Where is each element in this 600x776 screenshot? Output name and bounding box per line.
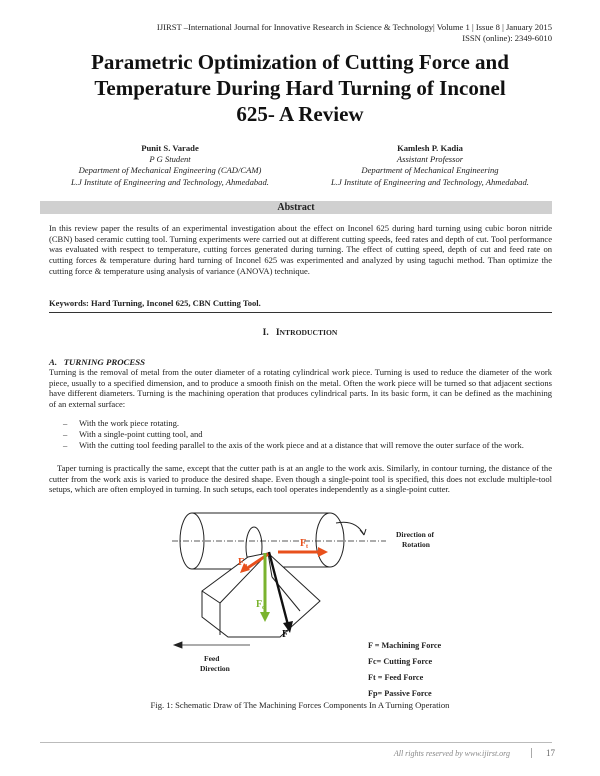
abstract-heading: Abstract xyxy=(40,201,552,214)
label-rotation-1: Direction of xyxy=(396,530,434,539)
author-1-name: Punit S. Varade xyxy=(141,143,199,153)
feed-direction-arrow xyxy=(174,642,250,648)
section-number: I. xyxy=(262,328,269,338)
section-title-initial: I xyxy=(275,328,280,338)
figure-caption: Fig. 1: Schematic Draw of The Machining Forces Components In A Turning Operation xyxy=(150,700,450,710)
journal-header xyxy=(157,22,552,44)
author-1-role: P G Student xyxy=(149,154,191,165)
author-2-name: Kamlesh P. Kadia xyxy=(397,143,463,153)
bullet-1-text: With the work piece rotating. xyxy=(79,418,180,428)
author-1-inst: L.J Institute of Engineering and Technology, Ahmedabad. xyxy=(71,176,269,187)
bullet-2-text: With a single-point cutting tool, and xyxy=(79,429,203,439)
footer-divider xyxy=(40,742,552,743)
title-line-3: 625- A Review xyxy=(236,102,364,126)
subsection-label: A. xyxy=(49,357,58,367)
subsection-heading xyxy=(49,357,145,367)
author-2 xyxy=(300,143,560,188)
bullet-3: – With the cutting tool feeding parallel to the axis of the work piece and at a distance that will remove the outer surface of the work. xyxy=(63,440,524,450)
label-rotation-2: Rotation xyxy=(402,540,430,549)
cutting-tool xyxy=(202,553,320,637)
abstract-text: In this review paper the results of an experimental investigation about the effect on Inconel 625 during hard turning using cubic boron nitride (CBN) based ceramic cutting tool. Turning experiments were carried out at different cutting speeds, feed rates and depth of cut. Tool performance was evaluated with respect to temperature, cutting forces generated during turning. The effect of cutting speed, depth of cut and feed rate on cutting forces & temperature during hard turning of Inconel 625 was experimented and analyzed by using taguchi method. Than optimize the cutting force & temperature using analysis of variance (ANOVA) technique. xyxy=(49,223,552,276)
page-number: 17 xyxy=(531,748,555,758)
author-2-role: Assistant Professor xyxy=(396,154,464,165)
label-F: F xyxy=(282,629,289,640)
label-feed-2: Direction xyxy=(200,664,230,673)
section-title-rest: NTRODUCTION xyxy=(279,328,338,337)
abstract-divider xyxy=(49,312,552,313)
label-Fc: F xyxy=(256,599,263,610)
bullet-1: – With the work piece rotating. xyxy=(63,418,180,428)
bullet-3-text: With the cutting tool feeding parallel to the axis of the work piece and at a distance that will remove the outer surface of the work. xyxy=(79,440,524,450)
legend-Fp: Fp= Passive Force xyxy=(368,689,432,698)
author-2-dept: Department of Mechanical Engineering xyxy=(361,165,499,176)
title-line-1: Parametric Optimization of Cutting Force and xyxy=(91,50,509,74)
label-Ft: F xyxy=(300,538,307,549)
bullet-2: – With a single-point cutting tool, and xyxy=(63,429,203,439)
svg-text:c: c xyxy=(262,605,265,611)
keywords: Keywords: Hard Turning, Inconel 625, CBN Cutting Tool. xyxy=(49,298,261,308)
svg-text:t: t xyxy=(306,544,308,550)
turning-paragraph-2: Taper turning is practically the same, except that the cutter path is at an angle to the work axis. Similarly, in contour turning, the distance of the cutter from the work axis is varied to produce the desired shape. Even though a single-point tool is specified, this does not exclude multiple-tool setups, which are often employed in turning. In such setups, each tool operates independently as a single-point cutter. xyxy=(49,463,552,495)
header-line-2: ISSN (online): 2349-6010 xyxy=(462,33,552,43)
legend-Ft: Ft = Feed Force xyxy=(368,673,424,682)
header-line-1: IJIRST –International Journal for Innovative Research in Science & Technology| Volume 1 | Issue 8 | January 2015 xyxy=(156,22,552,32)
paper-title xyxy=(40,49,560,127)
svg-text:p: p xyxy=(244,563,248,569)
author-2-inst: L.J Institute of Engineering and Technology, Ahmedabad. xyxy=(331,176,529,187)
section-heading-introduction xyxy=(0,328,600,338)
title-line-2: Temperature During Hard Turning of Inconel xyxy=(94,76,506,100)
subsection-title: TURNING PROCESS xyxy=(63,357,146,367)
legend-Fc: Fc= Cutting Force xyxy=(368,657,433,666)
author-1 xyxy=(40,143,300,188)
author-1-dept: Department of Mechanical Engineering (CAD/CAM) xyxy=(78,165,262,176)
label-Fp: F xyxy=(238,557,245,568)
footer-rights: All rights reserved by www.ijirst.org xyxy=(393,749,510,758)
legend-F: F = Machining Force xyxy=(368,641,442,650)
turning-paragraph-1: Turning is the removal of metal from the outer diameter of a rotating cylindrical work piece. Turning is used to reduce the diameter of the work piece, usually to a specified dimension, and to produce a smooth finish on the metal. Often the work piece will be turned so that adjacent sections have different diameters. Turning is the machining operation that produces cylindrical parts. In its basic form, it can be defined as the machining of an external surface: xyxy=(49,367,552,410)
label-feed-1: Feed xyxy=(204,654,220,663)
